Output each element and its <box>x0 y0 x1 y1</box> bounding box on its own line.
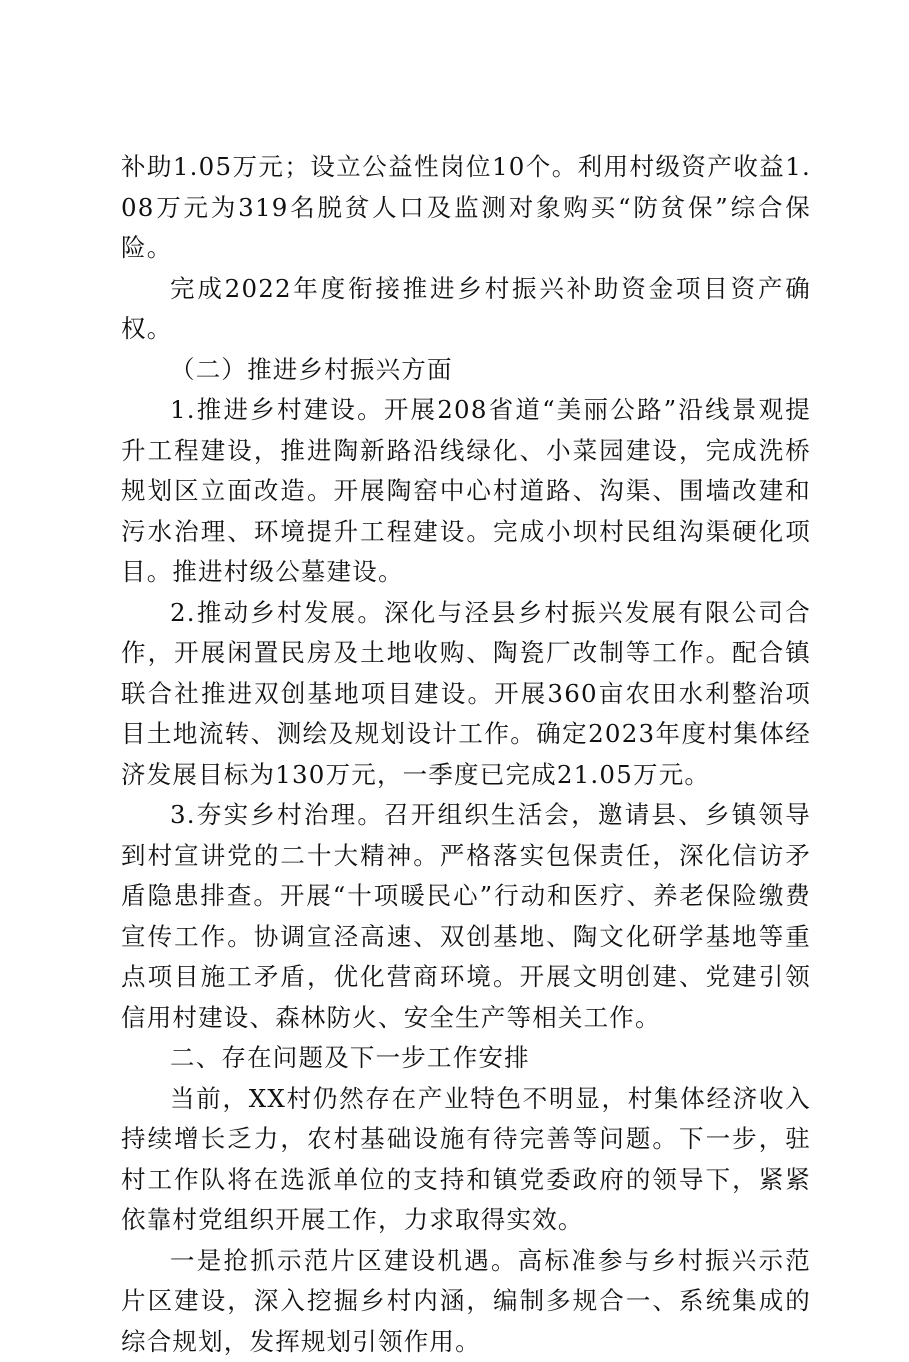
paragraph-asset-rights: 完成2022年度衔接推进乡村振兴补助资金项目资产确权。 <box>121 269 811 350</box>
paragraph-demonstration-area: 一是抢抓示范片区建设机遇。高标准参与乡村振兴示范片区建设，深入挖掘乡村内涵，编制多规合一、系统集成的综合规划，发挥规划引领作用。 <box>121 1241 811 1362</box>
paragraph-rural-governance: 3.夯实乡村治理。召开组织生活会，邀请县、乡镇领导到村宣讲党的二十大精神。严格落实包保责任，深化信访矛盾隐患排查。开展“十项暖民心”行动和医疗、养老保险缴费宣传工作。协调宣泾高速、双创基地、陶文化研学基地等重点项目施工矛盾，优化营商环境。开展文明创建、党建引领信用村建设、森林防火、安全生产等相关工作。 <box>121 795 811 1038</box>
paragraph-continuation: 补助1.05万元；设立公益性岗位10个。利用村级资产收益1.08万元为319名脱贫人口及监测对象购买“防贫保”综合保险。 <box>121 147 811 269</box>
paragraph-rural-development: 2.推动乡村发展。深化与泾县乡村振兴发展有限公司合作，开展闲置民房及土地收购、陶瓷厂改制等工作。配合镇联合社推进双创基地项目建设。开展360亩农田水利整治项目土地流转、测绘及规划设计工作。确定2023年度村集体经济发展目标为130万元，一季度已完成21.05万元。 <box>121 593 811 796</box>
section-heading-problems-next-steps: 二、存在问题及下一步工作安排 <box>121 1038 811 1079</box>
document-body <box>121 147 811 1362</box>
paragraph-current-problems: 当前，XX村仍然存在产业特色不明显，村集体经济收入持续增长乏力，农村基础设施有待完善等问题。下一步，驻村工作队将在选派单位的支持和镇党委政府的领导下，紧紧依靠村党组织开展工作，力求取得实效。 <box>121 1079 811 1241</box>
section-heading-rural-revitalization: （二）推进乡村振兴方面 <box>121 350 811 391</box>
paragraph-rural-construction: 1.推进乡村建设。开展208省道“美丽公路”沿线景观提升工程建设，推进陶新路沿线绿化、小菜园建设，完成洗桥规划区立面改造。开展陶窑中心村道路、沟渠、围墙改建和污水治理、环境提升工程建设。完成小坝村民组沟渠硬化项目。推进村级公墓建设。 <box>121 390 811 593</box>
